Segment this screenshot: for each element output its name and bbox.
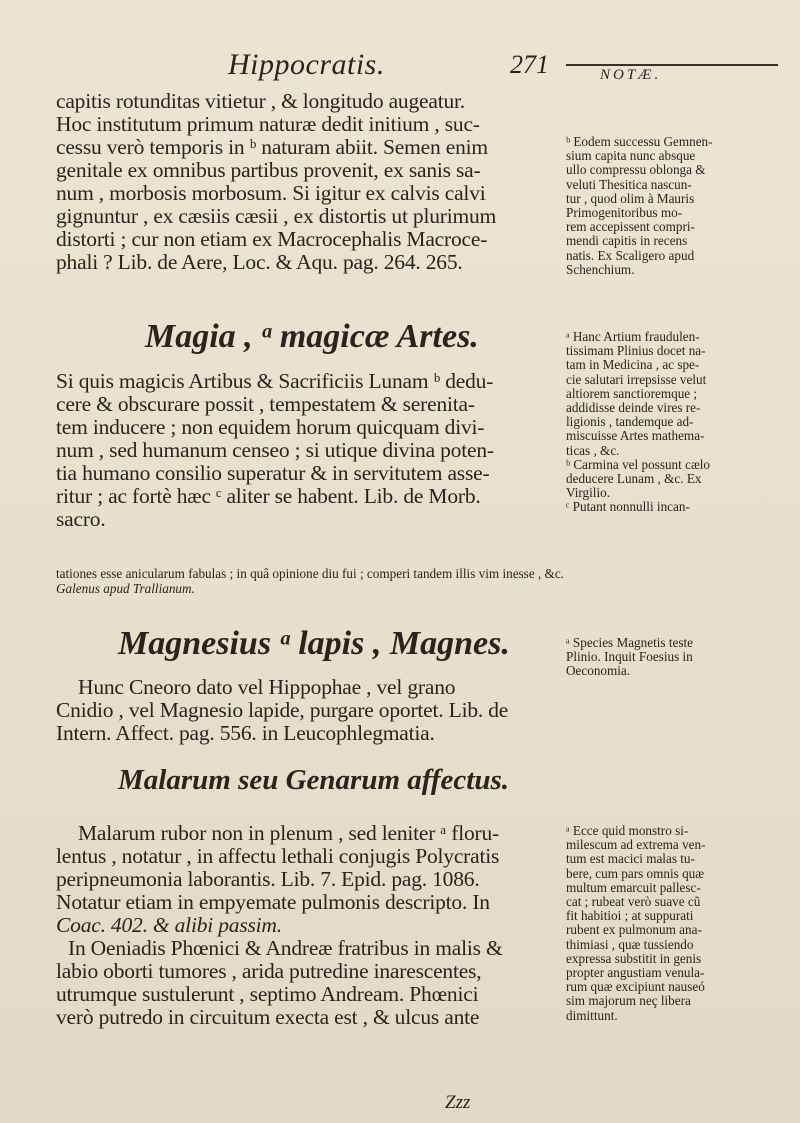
- note-line: veluti Thesitica nascun-: [566, 176, 692, 192]
- note-line: milescum ad extrema ven-: [566, 837, 706, 853]
- text-line: sacro.: [56, 507, 106, 531]
- note-line: altiorem sanctioremque ;: [566, 385, 698, 401]
- text-line: In Oeniadis Phœnici & Andreæ fratribus in malis &: [68, 936, 503, 960]
- section-title-malarum: Malarum seu Genarum affectus.: [118, 764, 510, 796]
- text-line: cessu verò temporis in ᵇ naturam abiit. Semen enim: [56, 135, 488, 159]
- note-line: dimittunt.: [566, 1007, 618, 1023]
- text-line: Intern. Affect. pag. 556. in Leucophlegmatia.: [56, 721, 435, 745]
- note-line: cie salutari irrepsisse velut: [566, 371, 707, 387]
- note-line: Oeconomia.: [566, 663, 631, 679]
- note-line: miscuisse Artes mathema-: [566, 428, 705, 444]
- note-line: tum est macici malas tu-: [566, 851, 695, 867]
- note-line: rum quæ excipiunt nauseó: [566, 979, 705, 995]
- note-line: ᶜ Putant nonnulli incan-: [566, 499, 690, 515]
- note-line: thimiasi , quæ tussiendo: [566, 936, 694, 952]
- text-line: Si quis magicis Artibus & Sacrificiis Lunam ᵇ dedu-: [56, 369, 494, 393]
- text-line: verò putredo in circuitum execta est , & ulcus ante: [56, 1005, 480, 1029]
- note-line: sium capita nunc absque: [566, 148, 696, 164]
- margin-notes-section4: [566, 824, 792, 1023]
- note-line: ᵃ Ecce quid monstro si-: [566, 823, 689, 838]
- text-line: num , sed humanum censeo ; si utique divina poten-: [56, 438, 494, 462]
- text-line: Cnidio , vel Magnesio lapide, purgare oportet. Lib. de: [56, 698, 509, 722]
- section-malarum-text: [56, 822, 556, 1029]
- note-line: fit habitioi ; at suppurati: [566, 908, 694, 924]
- note-line: propter angustiam venula-: [566, 965, 705, 981]
- note-line: tam in Medicina , ac spe-: [566, 357, 700, 373]
- note-line: mendi capitis in recens: [566, 233, 688, 249]
- text-line: Hoc institutum primum naturæ dedit initium , suc-: [56, 112, 480, 136]
- text-line: tia humano consilio superatur & in servitutem asse-: [56, 461, 490, 485]
- section-magia-text: [56, 370, 556, 531]
- note-line: ᵃ Hanc Artium fraudulen-: [566, 329, 700, 344]
- note-line: Virgilio.: [566, 485, 611, 501]
- note-line: bere, cum pars omnis quæ: [566, 865, 705, 881]
- note-line: ᵇ Eodem successu Gemnen-: [566, 134, 713, 149]
- text-line: num , morbosis morbosum. Si igitur ex calvis calvi: [56, 181, 486, 205]
- note-line: deducere Lunam , &c. Ex: [566, 471, 702, 487]
- note-line: ligionis , tandemque ad-: [566, 414, 694, 430]
- text-line: Malarum rubor non in plenum , sed leniter ᵃ floru-: [78, 821, 499, 845]
- text-line: Hunc Cneoro dato vel Hippophae , vel grano: [78, 675, 456, 699]
- note-line: tationes esse anicularum fabulas ; in quâ opinione diu fui ; comperi tandem illis vim inesse , &c.: [56, 566, 564, 581]
- margin-notes-section2: [566, 330, 792, 515]
- text-line: tem inducere ; non equidem horum quicquam divi-: [56, 415, 485, 439]
- note-line: cat ; rubeat verò suave cũ: [566, 894, 701, 910]
- text-line: gignuntur , ex cæsiis cæsii , ex distortis ut plurimum: [56, 204, 497, 228]
- text-line: distorti ; cur non etiam ex Macrocephalis Macroce-: [56, 227, 488, 251]
- text-line: lentus , notatur , in affectu lethali conjugis Polycratis: [56, 844, 500, 868]
- text-line: utrumque sustulerunt , septimo Andream. Phœnici: [56, 982, 479, 1006]
- text-line: ritur ; ac fortè hæc ᶜ aliter se habent. Lib. de Morb.: [56, 484, 481, 508]
- full-width-note: [56, 566, 796, 596]
- note-line: ullo compressu oblonga &: [566, 162, 706, 178]
- signature-mark: Zzz: [445, 1092, 471, 1113]
- running-title: Hippocratis.: [228, 48, 385, 81]
- note-line: rubent ex pulmonum ana-: [566, 922, 702, 938]
- page-number: 271: [510, 50, 549, 79]
- note-line: ticas , &c.: [566, 442, 620, 458]
- text-line: peripneumonia laborantis. Lib. 7. Epid. pag. 1086.: [56, 867, 480, 891]
- note-line: Schenchium.: [566, 261, 635, 277]
- section-macrocephali-text: [56, 90, 556, 274]
- margin-notes-section3: [566, 636, 792, 679]
- note-line: Plinio. Inquit Foesius in: [566, 649, 693, 665]
- note-line: sim majorum neç libera: [566, 993, 691, 1009]
- note-line: Galenus apud Trallianum.: [56, 581, 195, 596]
- note-line: expressa substitit in genis: [566, 950, 702, 966]
- note-line: multum emarcuit pallesc-: [566, 879, 701, 895]
- text-line: capitis rotunditas vitietur , & longitudo augeatur.: [56, 89, 465, 113]
- note-line: Primogenitoribus mo-: [566, 205, 683, 221]
- section-magnes-text: [56, 676, 556, 745]
- notes-header-label: NOTÆ.: [600, 67, 662, 83]
- note-line: ᵇ Carmina vel possunt cælo: [566, 456, 711, 472]
- note-line: rem accepissent compri-: [566, 219, 695, 235]
- note-line: natis. Ex Scaligero apud: [566, 247, 695, 263]
- text-line: Coac. 402. & alibi passim.: [56, 913, 282, 937]
- note-line: tur , quod olim à Mauris: [566, 190, 695, 206]
- notes-header-rule: [566, 64, 778, 66]
- text-line: genitale ex omnibus partibus provenit, ex sanis sa-: [56, 158, 481, 182]
- note-line: ᵃ Species Magnetis teste: [566, 635, 694, 650]
- section-title-magia: Magia , ᵃ magicæ Artes.: [145, 318, 479, 355]
- margin-notes-section1: [566, 135, 792, 277]
- note-line: addidisse deinde vires re-: [566, 400, 701, 416]
- text-line: labio oborti tumores , arida putredine inarescentes,: [56, 959, 482, 983]
- text-line: phali ? Lib. de Aere, Loc. & Aqu. pag. 264. 265.: [56, 250, 463, 274]
- section-title-magnes: Magnesius ᵃ lapis , Magnes.: [118, 625, 510, 662]
- text-line: Notatur etiam in empyemate pulmonis descripto. In: [56, 890, 490, 914]
- note-line: tissimam Plinius docet na-: [566, 343, 706, 359]
- text-line: cere & obscurare possit , tempestatem & serenita-: [56, 392, 475, 416]
